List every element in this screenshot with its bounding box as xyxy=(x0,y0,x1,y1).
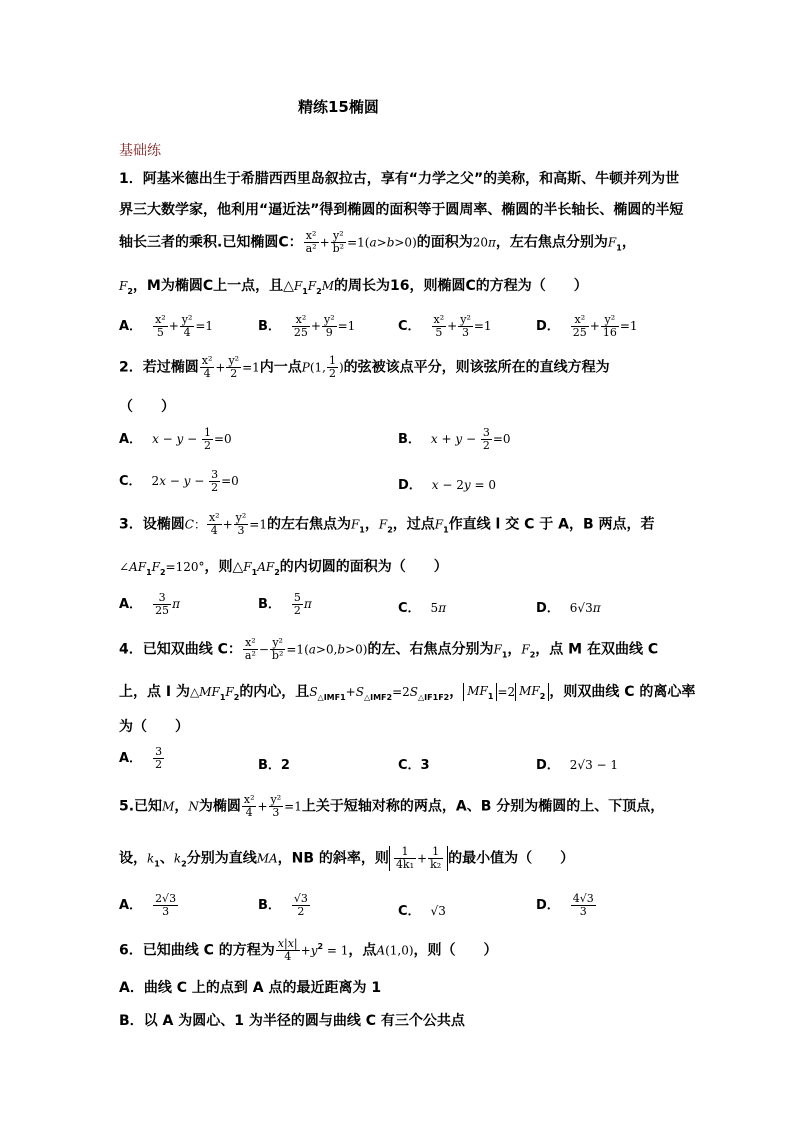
section-heading: 基础练 xyxy=(119,143,161,159)
q3-line-1: 3．设椭圆C： $\frac{\text{x²}}{4}$ + $\frac{\text{y²}}{3}$ =1的左右焦点为$F_1$，$F_2$，过点$F_1$作直线 l 交 C 于 A，B 两点，若 xyxy=(119,511,655,537)
q2-option-a[interactable]: A． x − y − $\frac{1}{2}$ =0 xyxy=(119,426,232,452)
q1-option-d[interactable]: D． $\frac{\text{x²}}{25}$ + $\frac{\text{y²}}{16}$ =1 xyxy=(536,313,638,339)
q3-option-b[interactable]: B． $\frac{5}{2}$ π xyxy=(258,591,312,617)
q5-option-c[interactable]: C． √3 xyxy=(398,904,446,919)
page-title: 精练15椭圆 xyxy=(298,98,379,116)
q1-line-3: 轴长三者的乘积.已知椭圆C： $\frac{\text{x²}}{\text{a²}}$ + $\frac{\text{y²}}{\text{b²}}$ =1(a>b>0)的面积为20π，左右焦点分别为$F_1$， xyxy=(119,229,636,255)
q2-line-1: 2．若过椭圆 $\frac{\text{x²}}{4}$ + $\frac{\text{y²}}{2}$ =1内一点P(1, $\frac{1}{2}$ )的弦被该点平分，则该弦所在的直线方程为 xyxy=(119,354,610,380)
q4-line-1: 4．已知双曲线 C： $\frac{\text{x²}}{\text{a²}}$ − $\frac{\text{y²}}{\text{b²}}$ =1(a>0,b>0)的左、右焦点分别为$F_1$，$F_2$，点 M 在双曲线 C xyxy=(119,636,659,662)
q6-line-1: 6．已知曲线 C 的方程为 $\frac{x|x|}{4}$ $+y^2 = 1$，点A(1,0)，则（ ） xyxy=(119,937,498,963)
q5-option-a[interactable]: A． $\frac{2√3}{3}$ xyxy=(119,892,177,918)
q3-option-a[interactable]: A． $\frac{3}{25}$ π xyxy=(119,591,180,617)
q1-option-c[interactable]: C． $\frac{\text{x²}}{5}$ + $\frac{\text{y²}}{3}$ =1 xyxy=(398,313,492,339)
q4-option-c[interactable]: C．3 xyxy=(398,758,430,773)
q1-line-4: $F_2$，M为椭圆C上一点，且$\triangle F_1F_2M$的周长为16，则椭圆C的方程为（ ） xyxy=(119,278,588,296)
q3-option-d[interactable]: D． 6√3π xyxy=(536,601,601,616)
q4-option-a[interactable]: A． $\frac{3}{2}$ xyxy=(119,745,163,771)
q6-option-b[interactable]: B．以 A 为圆心、1 为半径的圆与曲线 C 有三个公共点 xyxy=(119,1013,465,1029)
q1-line-2: 界三大数学家，他利用“逼近法”得到椭圆的面积等于圆周率、椭圆的半长轴长、椭圆的半短 xyxy=(119,202,684,218)
q3-option-c[interactable]: C． 5π xyxy=(398,601,447,616)
q2-option-c[interactable]: C． 2x − y − $\frac{3}{2}$ =0 xyxy=(119,468,239,494)
q2-option-d[interactable]: D． x − 2y = 0 xyxy=(398,478,497,493)
q1-option-b[interactable]: B． $\frac{\text{x²}}{25}$ + $\frac{\text{y²}}{9}$ =1 xyxy=(258,313,356,339)
q5-line-1: 5.已知M，N为椭圆 $\frac{\text{x²}}{4}$ + $\frac{\text{y²}}{3}$ =1上关于短轴对称的两点，A、B 分别为椭圆的上、下顶点， xyxy=(119,793,665,819)
q4-line-3: 为（ ） xyxy=(119,719,189,735)
q5-option-b[interactable]: B． $\frac{√3}{2}$ xyxy=(258,892,308,918)
q4-option-b[interactable]: B．2 xyxy=(258,758,290,773)
q1-option-a[interactable]: A． $\frac{\text{x²}}{5}$ + $\frac{\text{y²}}{4}$ =1 xyxy=(119,313,214,339)
q5-option-d[interactable]: D． $\frac{4√3}{3}$ xyxy=(536,892,594,918)
q2-option-b[interactable]: B． x + y − $\frac{3}{2}$ =0 xyxy=(398,426,511,452)
q3-line-2: $\angle AF_1F_2=120^\circ$，则$\triangle F_1AF_2$的内切圆的面积为（ ） xyxy=(119,559,448,577)
q6-option-a[interactable]: A．曲线 C 上的点到 A 点的最近距离为 1 xyxy=(119,980,382,996)
q5-line-2: 设，$k_1$、$k_2$分别为直线MA，NB 的斜率，则 $\frac{1}{\text{4k₁}}$ + $\frac{1}{\text{k₂}}$ 的最小值为（ ） xyxy=(119,845,575,871)
q1-line-1: 1．阿基米德出生于希腊西西里岛叙拉古，享有“力学之父”的美称，和高斯、牛顿并列为世 xyxy=(119,171,680,187)
q2-line-2: （ ） xyxy=(119,399,175,415)
q4-line-2: 上，点 I 为$\triangle MF_1F_2$的内心，且$S_{\triangle IMF1}+S_{\triangle IMF2}=2S_{\triangle IF1F2}$， $MF_1 =2$ $MF_2$ ，则双曲线 C 的离心率 xyxy=(119,684,696,702)
q4-option-d[interactable]: D． 2√3 − 1 xyxy=(536,758,619,773)
